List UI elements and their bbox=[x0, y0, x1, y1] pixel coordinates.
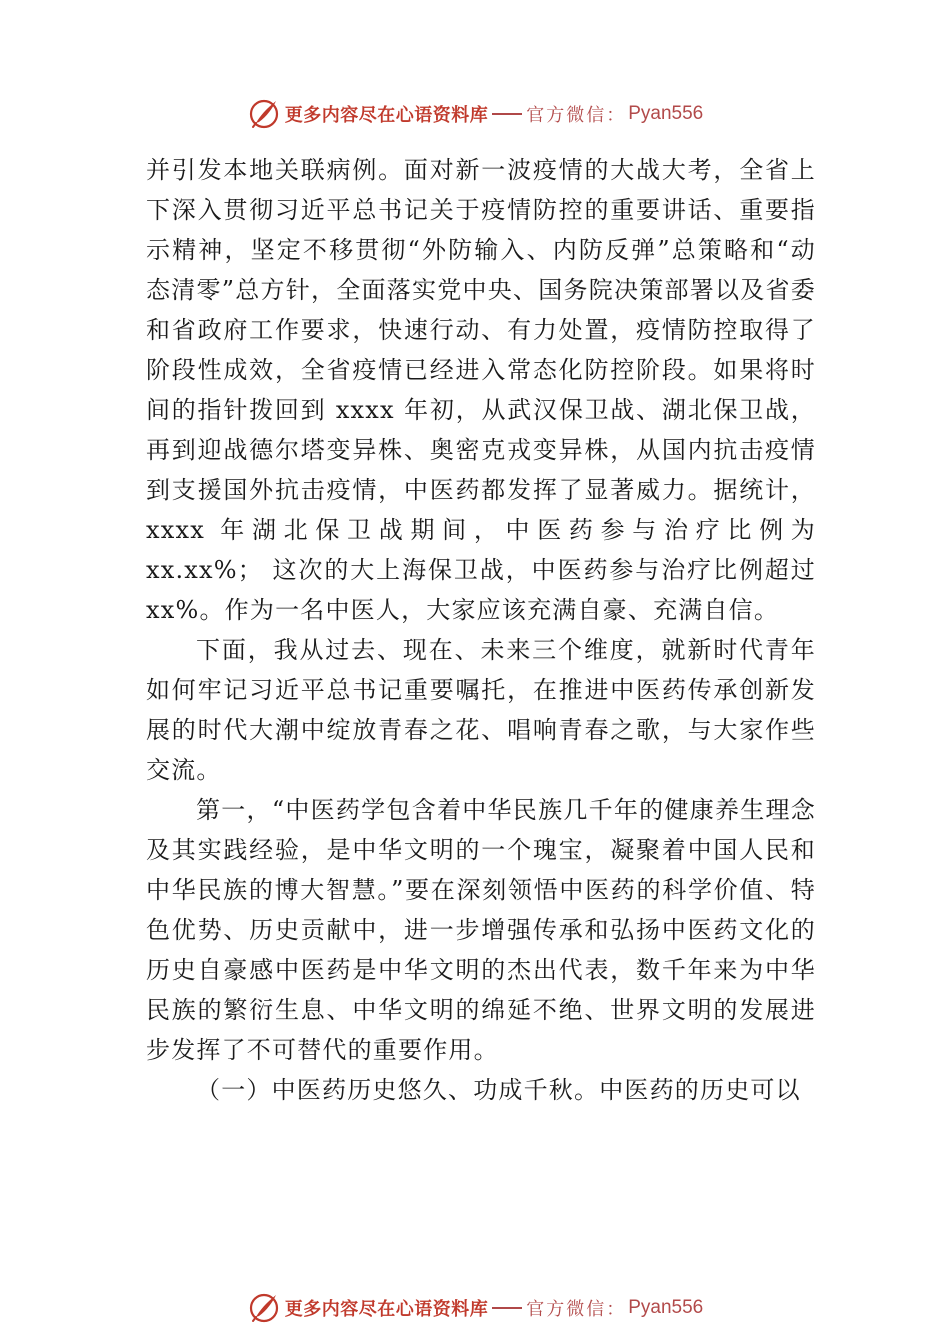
banner-main-text: 更多内容尽在心语资料库 bbox=[284, 1299, 489, 1320]
wechat-id: Pyan556 bbox=[628, 103, 704, 124]
banner-dash bbox=[492, 113, 522, 115]
header-banner bbox=[0, 94, 950, 134]
footer-banner bbox=[0, 1288, 950, 1328]
banner-label: 官方微信： bbox=[526, 105, 627, 126]
document-body bbox=[146, 150, 816, 1110]
banner-main-text: 更多内容尽在心语资料库 bbox=[284, 105, 489, 126]
quill-pen-icon bbox=[247, 97, 281, 131]
paragraph-continuation: 并引发本地关联病例。面对新一波疫情的大战大考，全省上下深入贯彻习近平总书记关于疫情防控的重要讲话、重要指示精神，坚定不移贯彻“外防输入、内防反弹”总策略和“动态清零”总方针，全面落实党中央、国务院决策部署以及省委和省政府工作要求，快速行动、有力处置，疫情防控取得了阶段性成效，全省疫情已经进入常态化防控阶段。如果将时间的指针拨回到 xxxx 年初，从武汉保卫战、湖北保卫战， 再到迎战德尔塔变异株、奥密克戎变异株，从国内抗击疫情到支援国外抗击疫情，中医药都发挥了显著威力。据统计， xxxx 年湖北保卫战期间，中医药参与治疗比例为 xx.xx%； 这次的大上海保卫战，中医药参与治疗比例超过 xx%。作为一名中医人，大家应该充满自豪、充满自信。 bbox=[146, 156, 816, 624]
banner-label: 官方微信： bbox=[526, 1299, 627, 1320]
banner-dash bbox=[492, 1307, 522, 1309]
paragraph-subsection-one: （一）中医药历史悠久、功成千秋。中医药的历史可以 bbox=[196, 1076, 801, 1104]
wechat-id: Pyan556 bbox=[628, 1297, 704, 1318]
paragraph-section-one: 第一，“中医药学包含着中华民族几千年的健康养生理念及其实践经验，是中华文明的一个瑰宝，凝聚着中国人民和中华民族的博大智慧。”要在深刻领悟中医药的科学价值、特色优势、历史贡献中，进一步增强传承和弘扬中医药文化的历史自豪感中医药是中华文明的杰出代表，数千年来为中华民族的繁衍生息、中华文明的绵延不绝、世界文明的发展进步发挥了不可替代的重要作用。 bbox=[146, 796, 816, 1064]
paragraph-intro: 下面，我从过去、现在、未来三个维度，就新时代青年如何牢记习近平总书记重要嘱托，在推进中医药传承创新发展的时代大潮中绽放青春之花、唱响青春之歌，与大家作些交流。 bbox=[146, 636, 816, 784]
quill-pen-icon bbox=[247, 1291, 281, 1325]
